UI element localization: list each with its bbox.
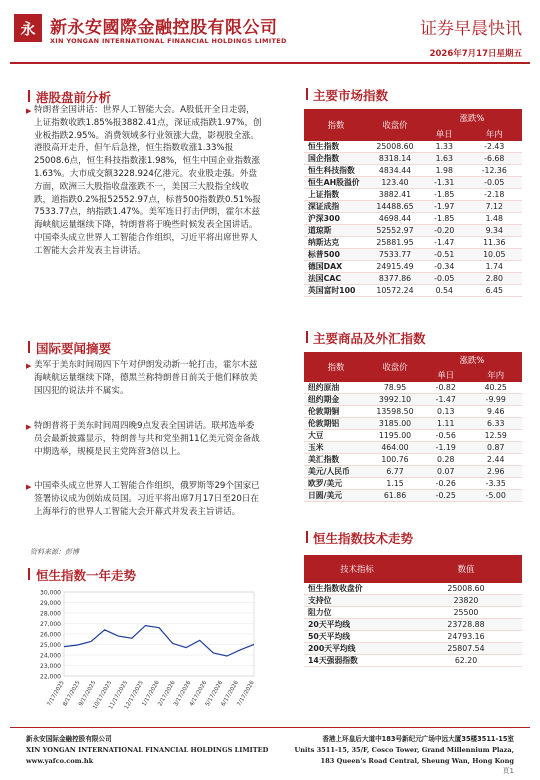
row-label: 14天强弱指数 (304, 655, 410, 667)
row-value: 3992.10 (368, 394, 422, 406)
row-value: 1.48 (467, 213, 522, 225)
row-value: -0.25 (422, 490, 469, 502)
x-tick-label: 4/17/2026 (188, 680, 209, 708)
table-row (304, 285, 522, 297)
section-marker (306, 88, 308, 100)
row-value: -1.31 (422, 177, 467, 189)
table-row (304, 201, 522, 213)
row-label: 道琼斯 (304, 225, 368, 237)
intl-section-title: 国际要闻摘要 (36, 341, 112, 356)
table-row (304, 454, 522, 466)
footer-address-en-1: Units 3511-15, 35/F, Cosco Tower, Grand Millennium Plaza, (294, 746, 514, 754)
table-row (304, 490, 522, 502)
table-row (304, 631, 522, 643)
technical-table (304, 555, 522, 667)
row-label: 深证成指 (304, 201, 368, 213)
row-value: 0.87 (469, 442, 522, 454)
row-value: 12.59 (469, 430, 522, 442)
y-tick-label: 22,000 (40, 673, 61, 681)
row-value: -0.26 (422, 478, 469, 490)
table-row (304, 595, 522, 607)
bullet-icon: ▶ (26, 107, 32, 115)
row-value: 123.40 (368, 177, 422, 189)
col-header-indicator: 技术指标 (304, 555, 410, 583)
col-header-price: 收盘价 (368, 109, 422, 141)
col-header-day: 单日 (422, 126, 467, 141)
header-divider (10, 62, 530, 64)
row-value: -0.05 (422, 273, 467, 285)
row-value: -0.34 (422, 261, 467, 273)
row-value: 4834.44 (368, 165, 422, 177)
page-header (0, 0, 540, 66)
row-value: 25807.54 (410, 643, 522, 655)
row-label: 德国DAX (304, 261, 368, 273)
row-value: -6.68 (467, 153, 522, 165)
row-value: 6.77 (368, 466, 422, 478)
row-value: 6.45 (467, 285, 522, 297)
footer-company-en: XIN YONGAN INTERNATIONAL FINANCIAL HOLDINGS LIMITED (26, 746, 269, 754)
row-value: -9.99 (469, 394, 522, 406)
x-tick-label: 2/17/2026 (157, 680, 177, 708)
row-value: 9.34 (467, 225, 522, 237)
x-tick-label: 8/17/2025 (62, 680, 82, 708)
row-value: 0.54 (422, 285, 467, 297)
row-label: 美元/人民币 (304, 466, 368, 478)
row-value: 25881.95 (368, 237, 422, 249)
tech-section-title: 恒生指数技术走势 (313, 531, 414, 546)
table-row (304, 237, 522, 249)
row-label: 恒生科技指数 (304, 165, 368, 177)
row-value: 23820 (410, 595, 522, 607)
row-value: 1.63 (422, 153, 467, 165)
row-value: -0.20 (422, 225, 467, 237)
table-row (304, 189, 522, 201)
col-header-value: 数值 (410, 555, 522, 583)
x-tick-label: 1/17/2026 (141, 680, 161, 708)
y-tick-label: 23,000 (40, 663, 61, 670)
x-tick-label: 3/17/2026 (173, 680, 193, 708)
row-value: -1.47 (422, 237, 467, 249)
row-value: 52552.97 (368, 225, 422, 237)
row-label: 玉米 (304, 442, 368, 454)
hk-paragraph: 特朗普全国讲话：世界人工智能大会。A股低开全日走弱，上证指数收跌1.85%报3882.41点，深证成指跌1.97%，创业板指跌2.95%。消费领域多行业领涨大盘，影视股全涨。港股高开走升，但午后急挫，恒生指数收涨1.33%报25008.6点，恒生科技指数涨1.98%，恒生中国企业指数涨1.63%。大市成交额3228.924亿港元。农业股走强。外盘方面，欧洲三大股指收盘涨跌不一，美国三大股指全线收跌，道指跌0.2%报52552.97点，标普500指数跌0.51%报7533.77点，纳指跌1.47%。美军连日打击伊朗，霍尔木兹海峡航运量继续下降，特朗普将于晚些时候发表全国讲话。中国牵头成立世界人工智能合作组织，习近平将出席世界人工智能大会并发表主旨讲话。 (34, 105, 262, 256)
footer-address-cn: 香港上环皇后大道中183号新纪元广场中远大厦35楼3511-15室 (322, 735, 514, 743)
row-value: 40.25 (469, 382, 522, 394)
row-value: 4698.44 (368, 213, 422, 225)
row-value: -2.18 (467, 189, 522, 201)
row-value: 1.33 (422, 141, 467, 153)
y-tick-label: 24,000 (40, 652, 61, 660)
row-value: -2.43 (467, 141, 522, 153)
section-marker (28, 90, 30, 102)
table-row (304, 406, 522, 418)
row-label: 阻力位 (304, 607, 410, 619)
table-row (304, 273, 522, 285)
row-value: 0.28 (422, 454, 469, 466)
col-header-name: 指数 (304, 109, 368, 141)
x-tick-label: 11/17/2025 (108, 680, 130, 711)
table-row (304, 643, 522, 655)
y-tick-label: 28,000 (40, 610, 61, 618)
row-value: -1.19 (422, 442, 469, 454)
table-row (304, 619, 522, 631)
hsi-line-chart (28, 586, 262, 720)
table-row (304, 177, 522, 189)
row-value: -5.00 (469, 490, 522, 502)
table-row (304, 261, 522, 273)
row-label: 上证指数 (304, 189, 368, 201)
row-value: 25500 (410, 607, 522, 619)
section-marker (28, 568, 30, 580)
y-tick-label: 26,000 (40, 631, 61, 639)
table-row (304, 430, 522, 442)
row-value: -0.05 (467, 177, 522, 189)
row-value: 0.07 (422, 466, 469, 478)
col-header-change: 涨跌% (422, 352, 522, 369)
bullet-icon: ▶ (26, 423, 32, 431)
row-label: 伦敦期铜 (304, 406, 368, 418)
row-value: 23728.88 (410, 619, 522, 631)
row-value: 13598.50 (368, 406, 422, 418)
market-section-title: 主要市场指数 (313, 88, 389, 103)
table-row (304, 583, 522, 595)
row-label: 支持位 (304, 595, 410, 607)
col-header-name: 指数 (304, 352, 368, 382)
table-row (304, 607, 522, 619)
y-tick-label: 25,000 (40, 642, 61, 649)
y-tick-label: 27,000 (40, 621, 61, 628)
footer-website[interactable]: www.yafco.com.hk (26, 757, 94, 765)
row-value: -1.47 (422, 394, 469, 406)
table-row (304, 442, 522, 454)
chart-section-title: 恒生指数一年走势 (36, 568, 137, 583)
row-value: 24915.49 (368, 261, 422, 273)
hsi-series-line (64, 626, 254, 656)
row-value: 24793.16 (410, 631, 522, 643)
table-row (304, 655, 522, 667)
section-marker (306, 331, 308, 343)
y-tick-label: 29,000 (40, 600, 61, 607)
row-value: -1.85 (422, 213, 467, 225)
table-row (304, 213, 522, 225)
market-index-table (304, 109, 522, 297)
row-label: 恒生指数收盘价 (304, 583, 410, 595)
col-header-change: 涨跌% (422, 109, 522, 126)
page-number: 頁1 (502, 767, 514, 775)
row-label: 沪深300 (304, 213, 368, 225)
col-header-day: 单日 (422, 369, 469, 382)
x-tick-label: 12/17/2025 (123, 680, 145, 711)
company-logo: 永 (14, 14, 42, 42)
row-value: 10.05 (467, 249, 522, 261)
row-label: 200天平均线 (304, 643, 410, 655)
table-row (304, 394, 522, 406)
col-header-year: 年内 (467, 126, 522, 141)
row-label: 英国富时100 (304, 285, 368, 297)
row-value: 1.74 (467, 261, 522, 273)
bullet-icon: ▶ (26, 362, 32, 370)
commodity-fx-table (304, 352, 522, 502)
row-label: 欧罗/美元 (304, 478, 368, 490)
section-marker (28, 341, 30, 353)
row-label: 纳斯达克 (304, 237, 368, 249)
row-value: 10572.24 (368, 285, 422, 297)
x-tick-label: 7/17/2025 (46, 680, 66, 708)
row-value: 1.98 (422, 165, 467, 177)
col-header-year: 年内 (469, 369, 522, 382)
hk-section-title: 港股盘前分析 (36, 90, 112, 105)
row-value: 25008.60 (368, 141, 422, 153)
row-value: 25008.60 (410, 583, 522, 595)
footer-company-cn: 新永安国际金融控股有限公司 (26, 735, 112, 743)
row-label: 美汇指数 (304, 454, 368, 466)
table-row (304, 478, 522, 490)
table-row (304, 165, 522, 177)
row-label: 纽约期金 (304, 394, 368, 406)
row-value: 0.13 (422, 406, 469, 418)
table-row (304, 249, 522, 261)
intl-item-1: 美军于美东时间周四下午对伊朗发动新一轮打击，霍尔木兹海峡航运量继续下降，德黑兰称特朗普日前关于他们释放美国囚犯的说法并不属实。 (34, 360, 258, 396)
row-value: 1195.00 (368, 430, 422, 442)
col-header-price: 收盘价 (368, 352, 422, 382)
row-value: 9.46 (469, 406, 522, 418)
row-label: 纽约原油 (304, 382, 368, 394)
row-label: 20天平均线 (304, 619, 410, 631)
row-label: 恒生指数 (304, 141, 368, 153)
row-value: -12.36 (467, 165, 522, 177)
row-value: -1.97 (422, 201, 467, 213)
table-row (304, 418, 522, 430)
table-row (304, 466, 522, 478)
intl-item-3: 中国牵头成立世界人工智能合作组织，俄罗斯等29个国家已签署协议成为创始成员国。习近平将出席7月17日至20日在上海举行的世界人工智能大会开幕式并发表主旨讲话。 (34, 481, 260, 517)
row-value: 8318.14 (368, 153, 422, 165)
x-tick-label: 7/17/2026 (236, 680, 256, 708)
row-value: -0.51 (422, 249, 467, 261)
row-value: -3.35 (469, 478, 522, 490)
row-value: 3185.00 (368, 418, 422, 430)
row-label: 恒生AH股溢价 (304, 177, 368, 189)
row-value: -1.85 (422, 189, 467, 201)
row-value: 8377.86 (368, 273, 422, 285)
row-value: 61.86 (368, 490, 422, 502)
bullet-icon: ▶ (26, 483, 32, 491)
row-value: -0.56 (422, 430, 469, 442)
y-tick-label: 30,000 (40, 589, 61, 597)
row-value: 7533.77 (368, 249, 422, 261)
row-label: 标普500 (304, 249, 368, 261)
x-tick-label: 6/17/2026 (220, 680, 240, 708)
company-name-en: XIN YONGAN INTERNATIONAL FINANCIAL HOLDINGS LIMITED (50, 37, 287, 45)
table-row (304, 382, 522, 394)
row-value: 7.12 (467, 201, 522, 213)
row-value: 6.33 (469, 418, 522, 430)
row-value: 2.80 (467, 273, 522, 285)
row-label: 国企指数 (304, 153, 368, 165)
footer-divider (10, 727, 530, 728)
report-title: 证券早晨快讯 (420, 19, 522, 39)
footer-address-en-2: 183 Queen's Road Central, Sheung Wan, Hong Kong (320, 757, 514, 765)
row-value: 2.44 (469, 454, 522, 466)
commod-section-title: 主要商品及外汇指数 (313, 331, 426, 346)
x-tick-label: 5/17/2026 (204, 680, 225, 708)
x-tick-label: 9/17/2025 (78, 680, 98, 708)
row-value: 78.95 (368, 382, 422, 394)
x-tick-label: 10/17/2025 (92, 680, 114, 711)
row-label: 法国CAC (304, 273, 368, 285)
row-value: 14488.65 (368, 201, 422, 213)
row-value: -0.82 (422, 382, 469, 394)
row-value: 62.20 (410, 655, 522, 667)
row-label: 伦敦期铝 (304, 418, 368, 430)
row-label: 大豆 (304, 430, 368, 442)
row-label: 50天平均线 (304, 631, 410, 643)
row-value: 1.15 (368, 478, 422, 490)
row-value: 1.11 (422, 418, 469, 430)
row-value: 100.76 (368, 454, 422, 466)
table-row (304, 141, 522, 153)
table-row (304, 225, 522, 237)
row-value: 464.00 (368, 442, 422, 454)
company-name-cn: 新永安國際金融控股有限公司 (50, 18, 278, 38)
source-note: 资料来源：彭博 (30, 548, 79, 556)
row-value: 2.96 (469, 466, 522, 478)
row-value: 3882.41 (368, 189, 422, 201)
row-label: 日圆/美元 (304, 490, 368, 502)
section-marker (306, 531, 308, 543)
intl-item-2: 特朗普将于美东时间周四晚9点发表全国讲话。联邦选举委员会最新披露显示，特朗普与共和党坐拥11亿美元资金备战中期选举，规模是民主党阵营3倍以上。 (34, 421, 260, 457)
report-date: 2026年7月17日星期五 (429, 49, 522, 59)
table-row (304, 153, 522, 165)
row-value: 11.36 (467, 237, 522, 249)
